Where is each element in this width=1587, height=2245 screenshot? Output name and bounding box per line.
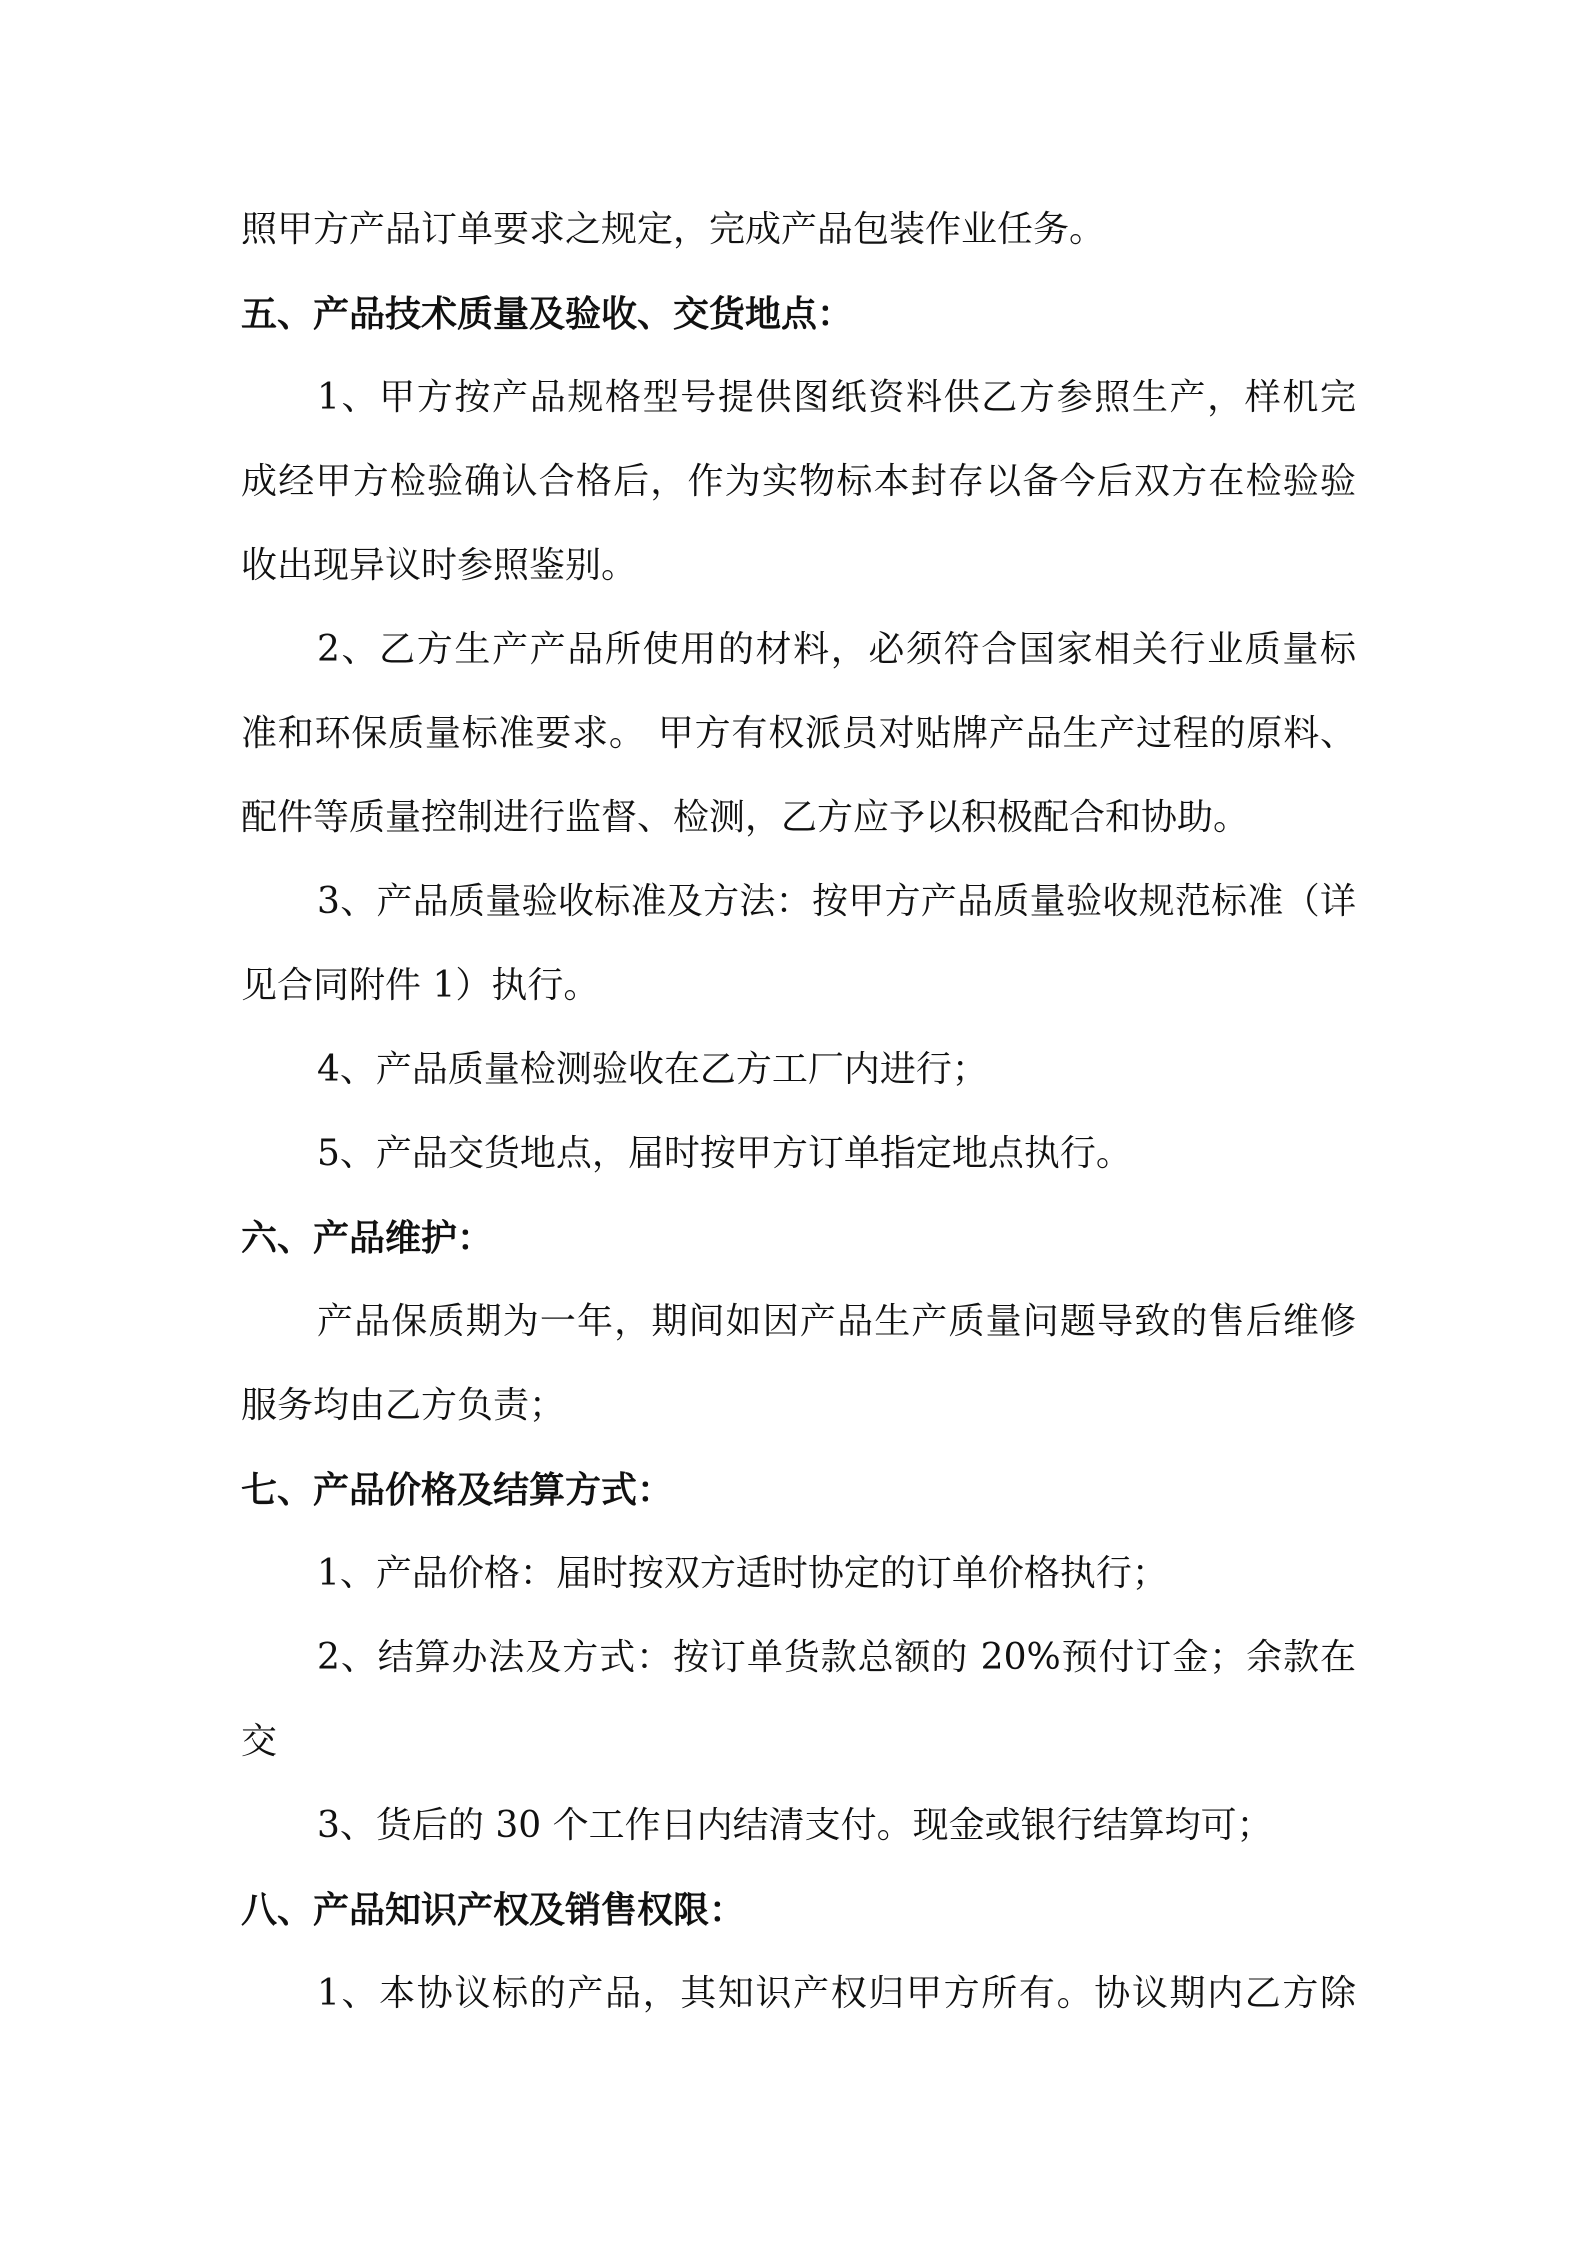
paragraph-line: 收出现异议时参照鉴别。: [241, 545, 638, 586]
paragraph-line: 准和环保质量标准要求。 甲方有权派员对贴牌产品生产过程的原料、: [241, 713, 1356, 754]
section-heading-8: 八、产品知识产权及销售权限：: [241, 1889, 746, 1931]
paragraph-line: 1、产品价格：届时按双方适时协定的订单价格执行；: [317, 1553, 1168, 1594]
paragraph-line: 成经甲方检验确认合格后，作为实物标本封存以备今后双方在检验验: [241, 461, 1356, 502]
paragraph-line: 5、产品交货地点，届时按甲方订单指定地点执行。: [317, 1133, 1132, 1174]
paragraph-line: 2、结算办法及方式：按订单货款总额的 20%预付订金；余款在: [317, 1637, 1356, 1678]
section-heading-7: 七、产品价格及结算方式：: [241, 1469, 674, 1511]
paragraph-line: 1、本协议标的产品，其知识产权归甲方所有。协议期内乙方除: [317, 1973, 1356, 2014]
paragraph-line: 照甲方产品订单要求之规定，完成产品包装作业任务。: [241, 209, 1106, 250]
paragraph-line: 2、乙方生产产品所使用的材料，必须符合国家相关行业质量标: [317, 629, 1356, 670]
paragraph-line: 见合同附件 1）执行。: [241, 965, 600, 1006]
paragraph-line: 1、甲方按产品规格型号提供图纸资料供乙方参照生产，样机完: [317, 377, 1356, 418]
paragraph-line: 3、产品质量验收标准及方法：按甲方产品质量验收规范标准（详: [317, 881, 1356, 922]
paragraph-line: 4、产品质量检测验收在乙方工厂内进行；: [317, 1049, 988, 1090]
paragraph-line: 交: [241, 1721, 278, 1762]
section-heading-6: 六、产品维护：: [241, 1217, 494, 1259]
paragraph-line: 服务均由乙方负责；: [241, 1385, 566, 1426]
paragraph-line: 3、货后的 30 个工作日内结清支付。现金或银行结算均可；: [317, 1805, 1273, 1846]
paragraph-line: 产品保质期为一年，期间如因产品生产质量问题导致的售后维修: [317, 1301, 1356, 1342]
paragraph-line: 配件等质量控制进行监督、检测，乙方应予以积极配合和协助。: [241, 797, 1250, 838]
section-heading-5: 五、产品技术质量及验收、交货地点：: [241, 293, 854, 335]
